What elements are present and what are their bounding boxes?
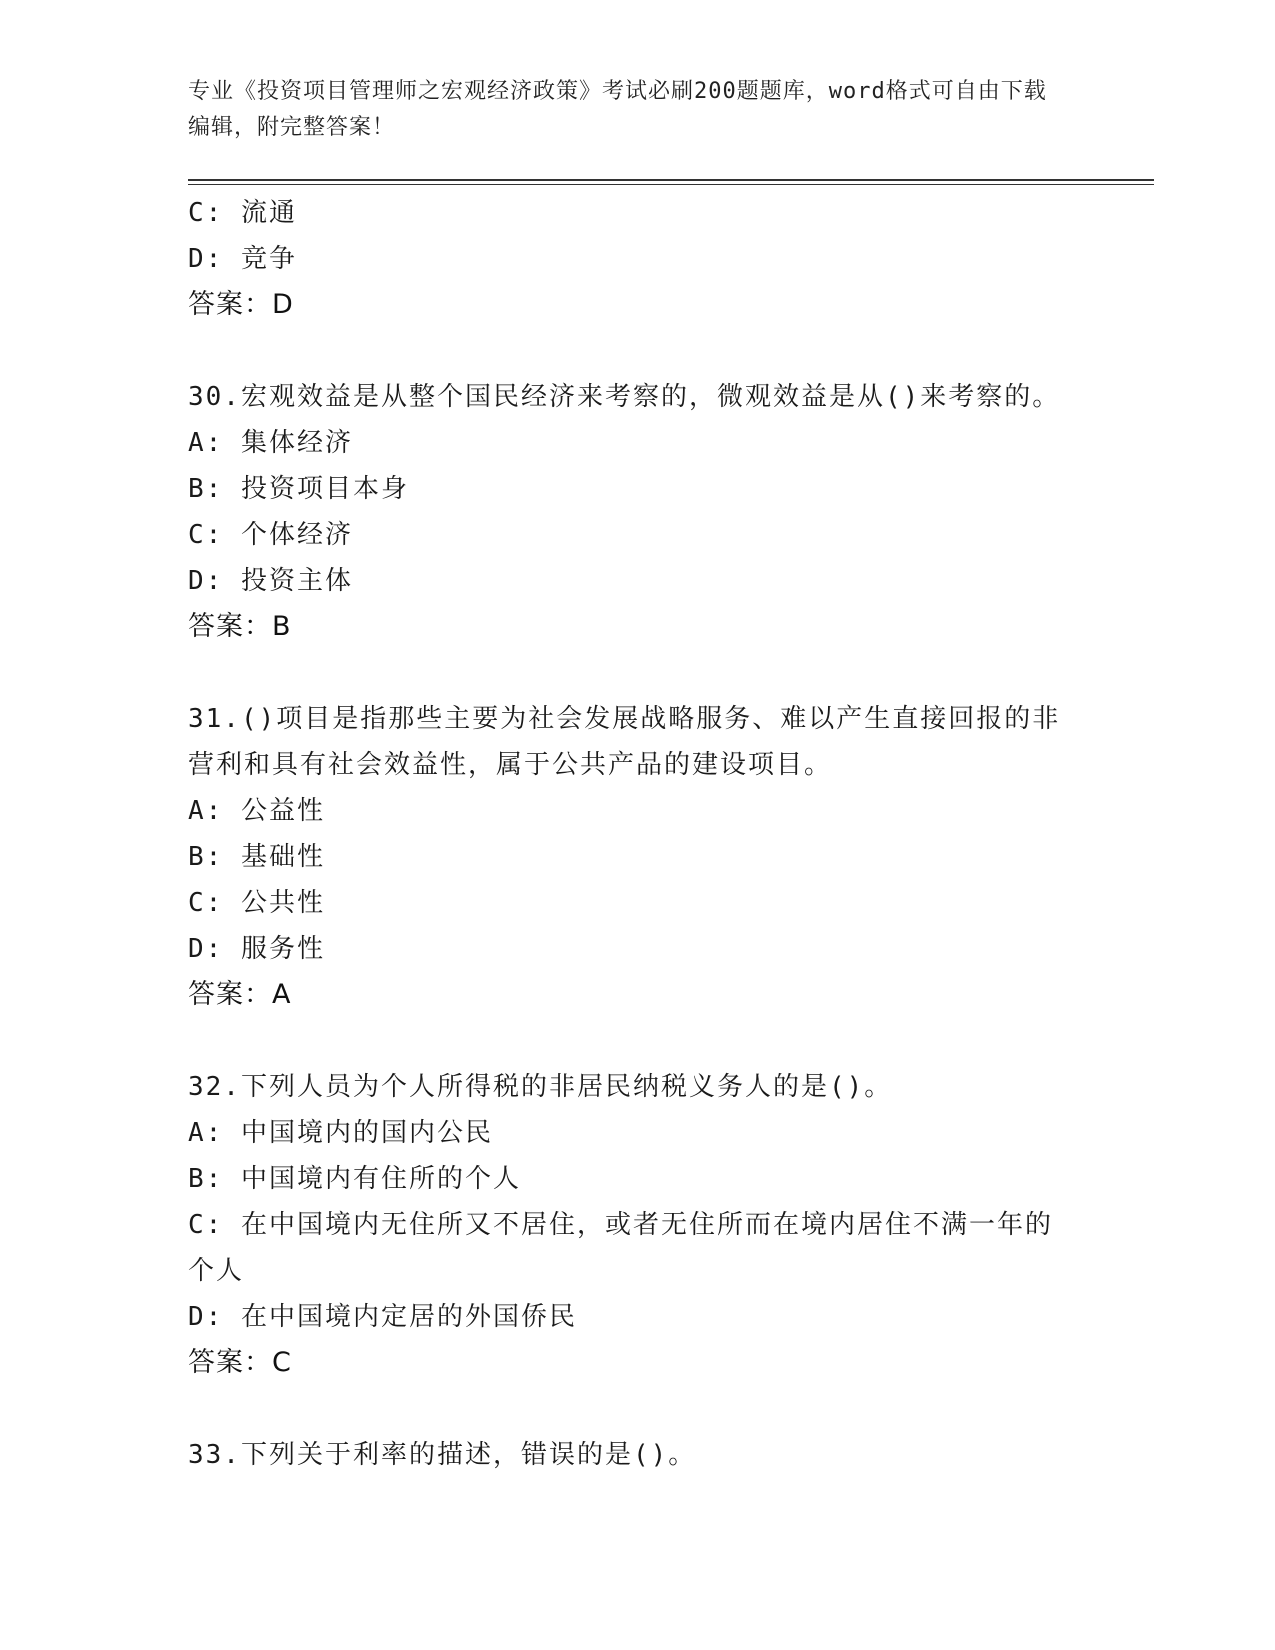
option-line: D: 服务性 bbox=[188, 934, 325, 964]
option-line: C: 公共性 bbox=[188, 888, 325, 918]
option-line: B: 中国境内有住所的个人 bbox=[188, 1164, 521, 1194]
blank-line bbox=[188, 1386, 1088, 1432]
question-text: 30.宏观效益是从整个国民经济来考察的，微观效益是从()来考察的。 bbox=[188, 382, 1061, 412]
option-line: 个人 bbox=[188, 1256, 245, 1286]
option-line: C: 流通 bbox=[188, 198, 297, 228]
option-line: D: 投资主体 bbox=[188, 566, 353, 596]
blank-line bbox=[188, 1018, 1088, 1064]
page-header: 专业《投资项目管理师之宏观经济政策》考试必刷200题题库，word格式可自由下载编辑，附完整答案！ bbox=[188, 79, 1047, 140]
option-line: A: 中国境内的国内公民 bbox=[188, 1118, 493, 1148]
header-rule-thin bbox=[188, 184, 1154, 185]
option-line: C: 在中国境内无住所又不居住，或者无住所而在境内居住不满一年的 bbox=[188, 1210, 1053, 1240]
option-line: D: 在中国境内定居的外国侨民 bbox=[188, 1302, 577, 1332]
question-text: 32.下列人员为个人所得税的非居民纳税义务人的是()。 bbox=[188, 1072, 893, 1102]
option-line: B: 投资项目本身 bbox=[188, 474, 409, 504]
question-text: 31.()项目是指那些主要为社会发展战略服务、难以产生直接回报的非 bbox=[188, 704, 1061, 734]
answer-line: 答案：A bbox=[188, 979, 292, 1010]
question-content bbox=[188, 190, 1088, 1478]
option-line: D: 竞争 bbox=[188, 244, 297, 274]
answer-line: 答案：B bbox=[188, 611, 292, 642]
option-line: A: 公益性 bbox=[188, 796, 325, 826]
question-text: 33.下列关于利率的描述，错误的是()。 bbox=[188, 1440, 697, 1470]
option-line: A: 集体经济 bbox=[188, 428, 353, 458]
answer-line: 答案：C bbox=[188, 1347, 292, 1378]
answer-line: 答案：D bbox=[188, 289, 294, 320]
header-rule-thick bbox=[188, 179, 1154, 181]
question-text: 营利和具有社会效益性，属于公共产品的建设项目。 bbox=[188, 750, 833, 780]
option-line: B: 基础性 bbox=[188, 842, 325, 872]
blank-line bbox=[188, 650, 1088, 696]
blank-line bbox=[188, 328, 1088, 374]
option-line: C: 个体经济 bbox=[188, 520, 353, 550]
